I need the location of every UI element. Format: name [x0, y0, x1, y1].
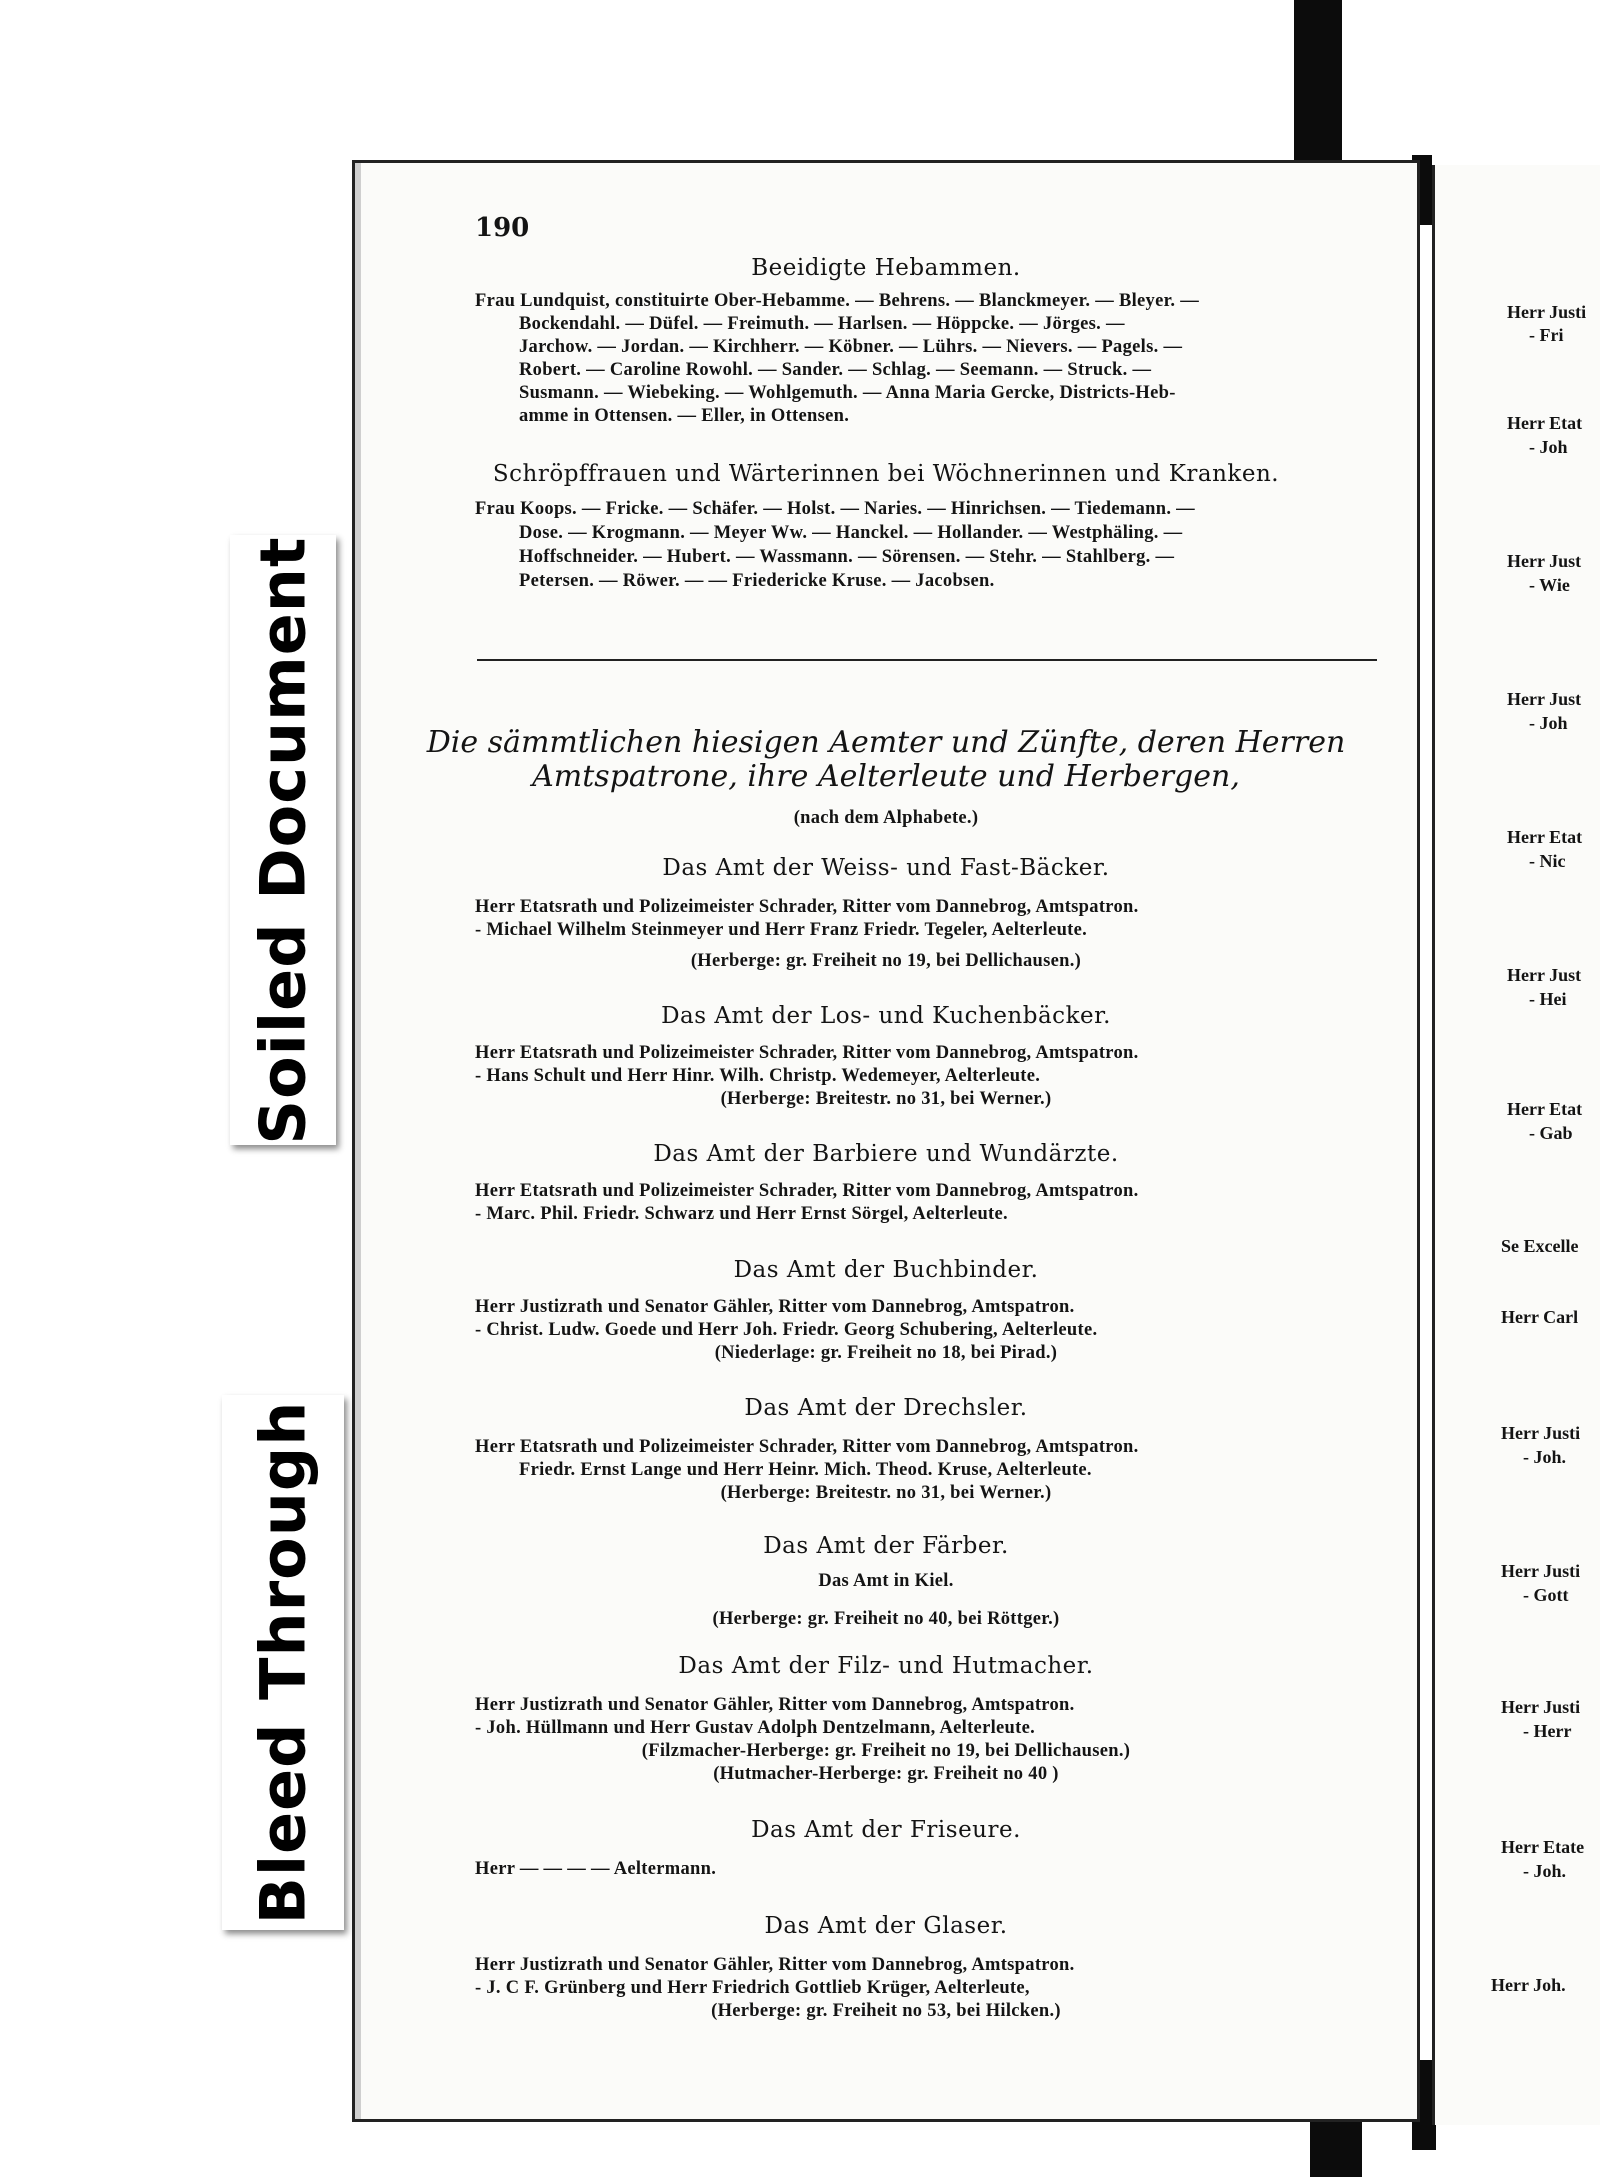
hebammen-line: amme in Ottensen. — Eller, in Ottensen.	[519, 406, 850, 426]
fragment-line: Herr Etat	[1507, 1099, 1583, 1119]
fragment-line: Herr Etat	[1507, 413, 1583, 433]
guild-line: - Hans Schult und Herr Hinr. Wilh. Christp. Wedemeyer, Aelterleute.	[475, 1066, 1041, 1086]
guild-heading: Das Amt der Buchbinder.	[733, 1257, 1039, 1283]
guild-line: - Michael Wilhelm Steinmeyer und Herr Franz Friedr. Tegeler, Aelterleute.	[475, 920, 1088, 940]
guild-lodging: (Herberge: Breitestr. no 31, bei Werner.)	[720, 1089, 1052, 1109]
guild-line: Herr Etatsrath und Polizeimeister Schrader, Ritter vom Dannebrog, Amtspatron.	[475, 1043, 1139, 1063]
fragment-line: - Gott	[1523, 1585, 1569, 1605]
schroepffrauen-line: Petersen. — Röwer. — — Friedericke Kruse. — Jacobsen.	[519, 571, 995, 591]
guild-line: - Christ. Ludw. Goede und Herr Joh. Friedr. Georg Schubering, Aelterleute.	[475, 1320, 1098, 1340]
fragment-line: - Joh	[1529, 437, 1568, 457]
fragment-line: Herr Just	[1507, 965, 1582, 985]
guild-lodging: (Herberge: gr. Freiheit no 53, bei Hilcken.)	[711, 2001, 1061, 2021]
fragment-line: - Nic	[1529, 851, 1566, 871]
adjacent-page-fragment	[1432, 165, 1600, 2125]
section-heading-hebammen: Beeidigte Hebammen.	[751, 255, 1021, 281]
section-divider	[477, 659, 1377, 661]
page-number: 190	[475, 213, 530, 243]
fragment-line: - Gab	[1529, 1123, 1573, 1143]
fragment-line: - Fri	[1529, 325, 1564, 345]
bleed-through-text: Bleed Through	[246, 1400, 320, 1925]
fragment-line: Herr Justi	[1501, 1697, 1581, 1717]
guild-line: Herr Etatsrath und Polizeimeister Schrader, Ritter vom Dannebrog, Amtspatron.	[475, 897, 1139, 917]
guild-heading: Das Amt der Friseure.	[751, 1817, 1021, 1843]
fragment-line: Herr Justi	[1507, 302, 1587, 322]
guild-line: - Marc. Phil. Friedr. Schwarz und Herr Ernst Sörgel, Aelterleute.	[475, 1204, 1008, 1224]
fragment-line: - Joh.	[1523, 1447, 1567, 1467]
guild-lodging: (Herberge: gr. Freiheit no 19, bei Dellichausen.)	[690, 951, 1082, 971]
fragment-line: Herr Carl	[1501, 1307, 1579, 1327]
fragment-line: Herr Etat	[1507, 827, 1583, 847]
document-page	[352, 160, 1420, 2122]
hebammen-line: Jarchow. — Jordan. — Kirchherr. — Köbner. — Lührs. — Nievers. — Pagels. —	[519, 337, 1183, 357]
fragment-line: - Herr	[1523, 1721, 1572, 1741]
guild-line: - Joh. Hüllmann und Herr Gustav Adolph Dentzelmann, Aelterleute.	[475, 1718, 1036, 1738]
fragment-line: - Wie	[1529, 575, 1570, 595]
fragment-line: Herr Justi	[1501, 1561, 1581, 1581]
hebammen-line: Bockendahl. — Düfel. — Freimuth. — Harlsen. — Höppcke. — Jörges. —	[519, 314, 1125, 334]
hebammen-line: Frau Lundquist, constituirte Ober-Hebamme. — Behrens. — Blanckmeyer. — Bleyer. —	[475, 291, 1200, 311]
main-title-line1: Die sämmtlichen hiesigen Aemter und Zünfte, deren Herren	[426, 725, 1346, 760]
guild-heading: Das Amt der Drechsler.	[744, 1395, 1028, 1421]
guild-line: Das Amt in Kiel.	[818, 1571, 954, 1591]
fragment-line: Herr Joh.	[1491, 1975, 1566, 1995]
guild-heading: Das Amt der Barbiere und Wundärzte.	[653, 1141, 1119, 1167]
guild-lodging: (Hutmacher-Herberge: gr. Freiheit no 40 )	[713, 1764, 1059, 1784]
guild-heading: Das Amt der Glaser.	[764, 1913, 1008, 1939]
guild-line: Friedr. Ernst Lange und Herr Heinr. Mich. Theod. Kruse, Aelterleute.	[519, 1460, 1092, 1480]
schroepffrauen-line: Frau Koops. — Fricke. — Schäfer. — Holst. — Naries. — Hinrichsen. — Tiedemann. —	[475, 499, 1195, 519]
fragment-line: Herr Just	[1507, 689, 1582, 709]
guild-lodging: (Herberge: gr. Freiheit no 40, bei Röttger.)	[712, 1609, 1060, 1629]
bleed-through-label	[222, 1395, 344, 1930]
schroepffrauen-line: Hoffschneider. — Hubert. — Wassmann. — Sörensen. — Stehr. — Stahlberg. —	[519, 547, 1175, 567]
fragment-line: Herr Just	[1507, 551, 1582, 571]
guild-heading: Das Amt der Färber.	[763, 1533, 1009, 1559]
fragment-line: Herr Justi	[1501, 1423, 1581, 1443]
fragment-line: - Hei	[1529, 989, 1567, 1009]
fragment-line: Se Excelle	[1501, 1236, 1579, 1256]
guild-lodging: (Herberge: Breitestr. no 31, bei Werner.)	[720, 1483, 1052, 1503]
fragment-line: - Joh	[1529, 713, 1568, 733]
guild-line: Herr Etatsrath und Polizeimeister Schrader, Ritter vom Dannebrog, Amtspatron.	[475, 1181, 1139, 1201]
soiled-document-text: Soiled Document	[246, 535, 320, 1145]
guild-line: - J. C F. Grünberg und Herr Friedrich Gottlieb Krüger, Aelterleute,	[475, 1978, 1030, 1998]
fragment-line: - Joh.	[1523, 1861, 1567, 1881]
section-heading-schroepffrauen: Schröpffrauen und Wärterinnen bei Wöchnerinnen und Kranken.	[492, 461, 1280, 487]
main-title-line2: Amtspatrone, ihre Aelterleute und Herbergen,	[532, 759, 1240, 794]
guild-line: Herr Etatsrath und Polizeimeister Schrader, Ritter vom Dannebrog, Amtspatron.	[475, 1437, 1139, 1457]
guild-line: Herr Justizrath und Senator Gähler, Ritter vom Dannebrog, Amtspatron.	[475, 1297, 1075, 1317]
guild-line: Herr — — — — Aeltermann.	[475, 1859, 717, 1879]
hebammen-line: Susmann. — Wiebeking. — Wohlgemuth. — Anna Maria Gercke, Districts-Heb-	[519, 383, 1176, 403]
guild-heading: Das Amt der Los- und Kuchenbäcker.	[661, 1003, 1111, 1029]
guild-line: Herr Justizrath und Senator Gähler, Ritter vom Dannebrog, Amtspatron.	[475, 1955, 1075, 1975]
guild-lodging: (Niederlage: gr. Freiheit no 18, bei Pirad.)	[714, 1343, 1058, 1363]
soiled-document-label	[230, 535, 336, 1145]
guild-lodging: (Filzmacher-Herberge: gr. Freiheit no 19, bei Dellichausen.)	[641, 1741, 1131, 1761]
main-title-subtitle: (nach dem Alphabete.)	[793, 808, 979, 828]
schroepffrauen-line: Dose. — Krogmann. — Meyer Ww. — Hanckel. — Hollander. — Westphäling. —	[519, 523, 1183, 543]
binding-bar-top	[1294, 0, 1342, 170]
fragment-line: Herr Etate	[1501, 1837, 1585, 1857]
hebammen-line: Robert. — Caroline Rowohl. — Sander. — Schlag. — Seemann. — Struck. —	[519, 360, 1152, 380]
guild-line: Herr Justizrath und Senator Gähler, Ritter vom Dannebrog, Amtspatron.	[475, 1695, 1075, 1715]
guild-heading: Das Amt der Weiss- und Fast-Bäcker.	[662, 855, 1110, 881]
guild-heading: Das Amt der Filz- und Hutmacher.	[678, 1653, 1094, 1679]
